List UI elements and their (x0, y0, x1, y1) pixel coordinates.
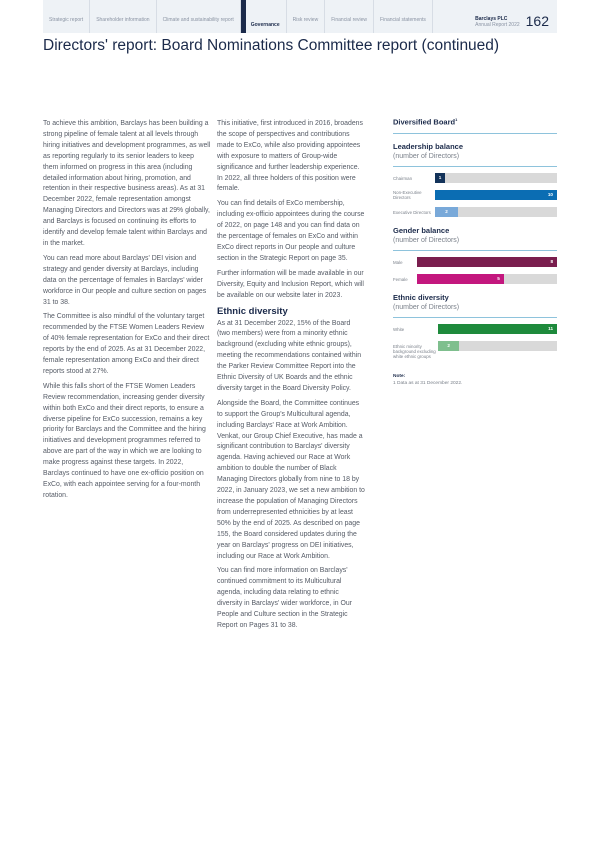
chart-title: Leadership balance (393, 141, 464, 151)
nav-tab-label: Strategic report (49, 17, 84, 23)
nav-tab-label: Financial statements (380, 17, 426, 23)
bar-row (393, 341, 557, 363)
bar-fill: 10 (435, 190, 557, 200)
bar-label: Ethnic minority background excluding white ethnic groups (393, 344, 436, 359)
nav-tab-financial-statements[interactable] (374, 0, 433, 33)
nav-tab-label: Risk review (292, 17, 319, 23)
footnote: Note: 1 Data as at 31 December 2022. (393, 373, 463, 386)
bar-fill: 2 (438, 341, 459, 351)
paragraph: You can find more information on Barclays' continued commitment to its Multicultural agenda, including data relating to ethnic diversity in Barclays' wider workforce, in Our People and Culture section in the Strategic Report on Pages 31 to 38. (217, 567, 352, 629)
bar-label: Non-Executive Directors (393, 190, 422, 200)
diversified-board-panel (393, 113, 557, 387)
paragraph: Further information will be made available in our Diversity, Equity and Inclusion Report, which will be available on our website later in 2023. (217, 269, 364, 299)
nav-tab-governance[interactable] (241, 0, 287, 33)
paragraph: The Committee is also mindful of the voluntary target recommended by the FTSE Women Leaders Review of 40% female representation for ExCo and their direct reports by the end of 2025. As at 31 December 2022, female representation among ExCo and their direct reports stood at 27%. (43, 313, 210, 375)
brand-subtitle: Annual Report 2022 (475, 22, 520, 28)
body-column-2 (217, 119, 365, 636)
nav-tab-risk-review[interactable] (287, 0, 326, 33)
nav-tab-label: Climate and sustainability report (162, 17, 234, 23)
chart-leadership-balance (393, 142, 557, 218)
section-heading: Ethnic diversity (217, 305, 288, 317)
bar-row (393, 324, 557, 335)
page-title: Directors' report: Board Nominations Committee report (continued) (43, 37, 500, 54)
paragraph: You can find details of ExCo membership, including ex-officio appointees during the course of 2022, on page 148 and you can find data on the percentage of females on ExCo and within ExCo direct reports in Our people and culture section in the Strategic Report on page 35. (217, 200, 365, 262)
bar-track (435, 173, 557, 183)
bar-fill: 1 (435, 173, 445, 183)
bar-track (417, 257, 557, 267)
nav-tab-strategic-report[interactable] (43, 0, 90, 33)
paragraph: You can read more about Barclays' DEI vision and strategy and gender diversity at Barclays, including data on the percentage of females in Barclays' wider workforce in Our people and culture section on pages 31 to 38. (43, 254, 207, 306)
bar-row (393, 173, 557, 184)
bar-track (435, 207, 557, 217)
bar-track (435, 190, 557, 200)
bar-fill: 11 (438, 324, 557, 334)
bar-label: Chairman (393, 175, 413, 181)
chart-title: Ethnic diversity (393, 292, 449, 302)
panel-title: Diversified Board$^1$ (393, 113, 557, 134)
brand-name: Barclays PLC (475, 16, 508, 22)
brand-text (475, 16, 519, 28)
paragraph: To achieve this ambition, Barclays has been building a strong pipeline of female talent at all levels through hiring initiatives and development programmes, as well as reporting regularly to its senior leaders to keep them informed on progress in this area (including detailed information about hiring, promotion, and retention in their respective business areas). As at 31 December 2022, female representation amongst Managing Directors and Directors was at 29% globally, and Barclays is focused on continuing its efforts to identify and develop female talent within Barclays and in the market. (43, 120, 211, 247)
brand-block (475, 0, 557, 33)
bar-fill: 2 (435, 207, 458, 217)
top-navigation (43, 0, 557, 33)
nav-tab-climate-and-sustainability-report[interactable] (157, 0, 241, 33)
nav-tab-label: Financial review (331, 17, 368, 23)
bar-fill: 5 (417, 274, 504, 284)
nav-tab-financial-review[interactable] (325, 0, 374, 33)
bar-label: Executive Directors (393, 209, 431, 215)
chart-gender-balance (393, 226, 557, 285)
bar-fill: 8 (417, 257, 557, 267)
paragraph: Alongside the Board, the Committee continues to support the Group's Multicultural agenda, including Barclays' Race at Work Ambition. Venkat, our Group Chief Executive, has made a significant contribution to Barclays' diversity agenda. Having achieved our Race at Work ambition to double the number of Black Managing Directors globally from nine to 18 by 2022, in January 2023, we set a new ambition to increase the population of Managing Directors from underrepresented ethnicities by at least 50% by the end of 2025. As described on page 155, the Board considered updates during the year on Barclays' progress on DEI initiatives, including our Race at Work Ambition. (217, 399, 365, 560)
bar-track (438, 341, 557, 351)
bar-track (438, 324, 557, 334)
bar-label: White (393, 326, 405, 332)
bar-row (393, 274, 557, 285)
bar-track (417, 274, 557, 284)
paragraph: This initiative, first introduced in 2016, broadens the scope of perspectives and contributions made to ExCo, while also providing appointees with exposure to matters of Group-wide significance and further leadership experience. In 2022, all three holders of this position were female. (217, 120, 363, 193)
chart-title: Gender balance (393, 225, 450, 235)
chart-subtitle: (number of Directors) (393, 236, 557, 251)
bar-row (393, 257, 557, 268)
chart-subtitle: (number of Directors) (393, 303, 557, 318)
bar-row (393, 207, 557, 218)
bar-label: Male (393, 259, 403, 265)
chart-ethnic-diversity (393, 293, 557, 363)
chart-subtitle: (number of Directors) (393, 152, 557, 167)
nav-tab-label: Shareholder information (96, 17, 150, 23)
nav-tab-label: Governance (250, 22, 280, 28)
nav-tab-shareholder-information[interactable] (90, 0, 156, 33)
body-column-1 (43, 119, 211, 506)
paragraph: As at 31 December 2022, 15% of the Board (two members) were from a minority ethnic background (excluding white ethnic groups), meeting the recommendations contained within the Parker Review Committee Report into the Ethnic Diversity of UK Boards and the ethnic diversity target in the Board Diversity Policy. (217, 319, 362, 392)
page-number: 162 (525, 13, 549, 29)
paragraph: While this falls short of the FTSE Women Leaders Review recommendation, increasing gender diversity within both ExCo and their direct reports, to ensure a diverse pipeline for ExCo succession, remains a key priority for Barclays and the Committee and the hiring initiatives and development programmes referred to above are part of the way in which we are looking to make progress against these targets. In 2022, Barclays continued to have one ex-officio position on ExCo, with each appointee serving for a four-month rotation. (43, 382, 206, 499)
bar-row (393, 190, 557, 201)
bar-label: Female (393, 276, 408, 282)
